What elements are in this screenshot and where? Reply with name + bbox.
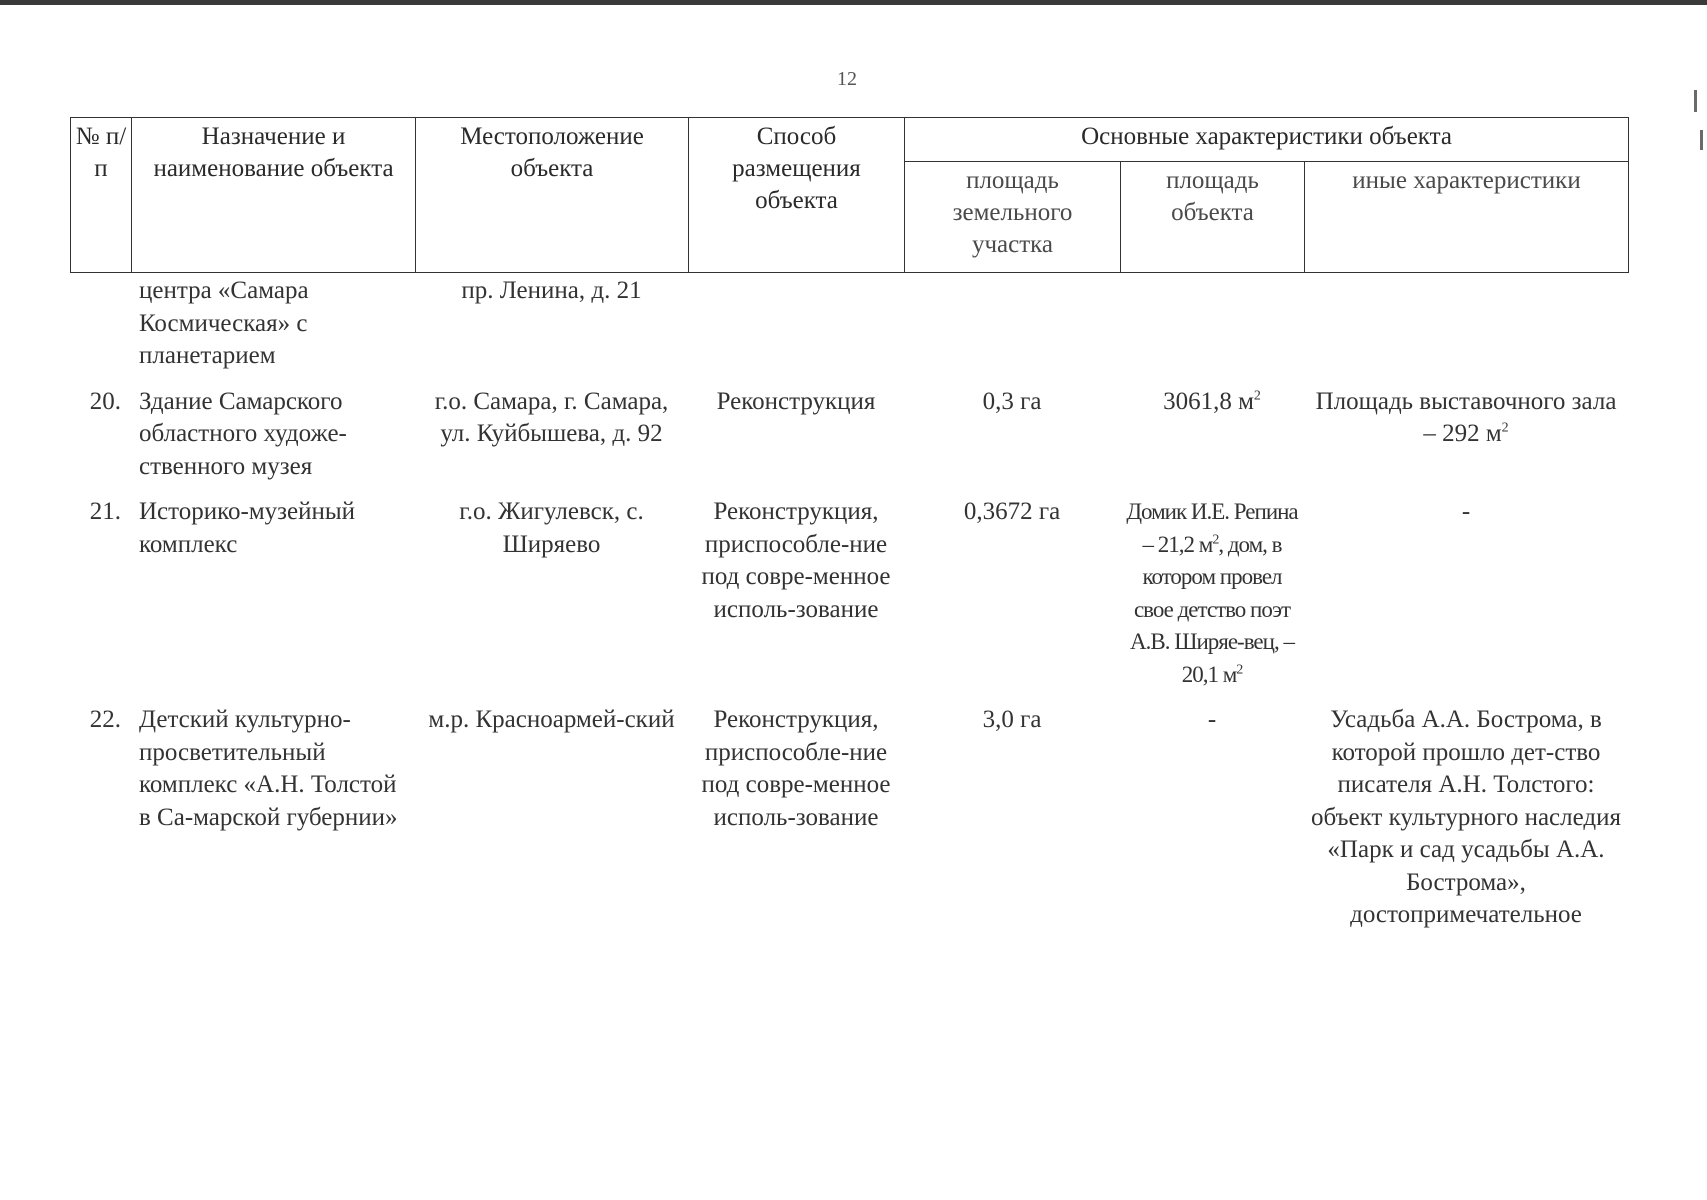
row-land-area: 0,3672 га bbox=[963, 498, 1061, 525]
row-name: центра «Самара Космическая» с планетарием bbox=[139, 277, 309, 369]
table-row bbox=[70, 386, 1628, 497]
row-object-area bbox=[1120, 496, 1304, 704]
header-characteristics: Основные характеристики объекта bbox=[905, 118, 1629, 162]
header-object-area: площадь объекта bbox=[1121, 162, 1305, 273]
header-method: Способ размещения объекта bbox=[689, 118, 905, 273]
unit-exponent: 2 bbox=[1253, 388, 1261, 404]
header-location: Местоположение объекта bbox=[416, 118, 689, 273]
unit-exponent: 2 bbox=[1501, 420, 1509, 436]
object-area-text: Домик И.Е. Репина – 21,2 м bbox=[1126, 499, 1298, 557]
row-location: г.о. Самара, г. Самара, ул. Куйбышева, д. 92 bbox=[434, 387, 669, 447]
row-location: пр. Ленина, д. 21 bbox=[461, 277, 642, 304]
row-name: Здание Самарского областного художе-ственного музея bbox=[139, 387, 347, 480]
row-other bbox=[1304, 275, 1628, 386]
header-land-area: площадь земельного участка bbox=[905, 162, 1121, 273]
row-name: Историко-музейный комплекс bbox=[139, 498, 356, 558]
row-method bbox=[688, 275, 904, 386]
table-body bbox=[70, 275, 1628, 932]
row-method: Реконструкция, приспособле-ние под совре-менное исполь-зование bbox=[701, 498, 891, 623]
row-method: Реконструкция bbox=[716, 387, 876, 415]
table-row bbox=[70, 496, 1628, 704]
row-num: 21. bbox=[89, 498, 121, 525]
page-number: 12 bbox=[837, 68, 857, 90]
row-object-area bbox=[1120, 386, 1304, 497]
row-num bbox=[70, 275, 131, 386]
row-land-area bbox=[904, 275, 1120, 386]
row-other: Усадьба А.А. Бострома, в которой прошло дет-ство писателя А.Н. Толстого: объект культурного наследия «Парк и сад усадьбы А.А. Бострома», достопримечательное bbox=[1311, 706, 1621, 928]
row-land-area: 0,3 га bbox=[982, 387, 1042, 415]
row-method: Реконструкция, приспособле-ние под совре-менное исполь-зование bbox=[701, 706, 891, 831]
header-other: иные характеристики bbox=[1305, 162, 1629, 273]
header-num: № п/п bbox=[71, 118, 132, 273]
row-location: г.о. Жигулевск, с. Ширяево bbox=[459, 498, 644, 558]
table-row bbox=[70, 704, 1628, 932]
row-other: - bbox=[1461, 498, 1471, 525]
row-land-area: 3,0 га bbox=[982, 706, 1042, 733]
row-object-area: - bbox=[1207, 706, 1217, 733]
object-area-text: 3061,8 м bbox=[1163, 387, 1254, 415]
row-location: м.р. Красноармей-ский bbox=[428, 706, 675, 733]
header-name: Назначение и наименование объекта bbox=[132, 118, 416, 273]
table-row bbox=[70, 275, 1628, 386]
row-num: 22. bbox=[89, 706, 121, 733]
other-text: Площадь выставочного зала – 292 м bbox=[1315, 387, 1617, 447]
scan-edge-mark bbox=[1694, 90, 1697, 112]
row-object-area bbox=[1120, 275, 1304, 386]
object-area-text: , дом, в котором провел свое детство поэт А.В. Ширяе-вец, – 20,1 м bbox=[1130, 531, 1294, 687]
table-header bbox=[70, 117, 1629, 273]
row-name: Детский культурно-просветительный комплекс «А.Н. Толстой в Са-марской губернии» bbox=[139, 706, 398, 831]
unit-exponent: 2 bbox=[1236, 661, 1243, 677]
row-num: 20. bbox=[89, 387, 121, 415]
row-other bbox=[1304, 386, 1628, 497]
scan-top-border bbox=[0, 0, 1707, 5]
scan-edge-mark bbox=[1700, 130, 1703, 150]
unit-exponent: 2 bbox=[1212, 531, 1219, 547]
